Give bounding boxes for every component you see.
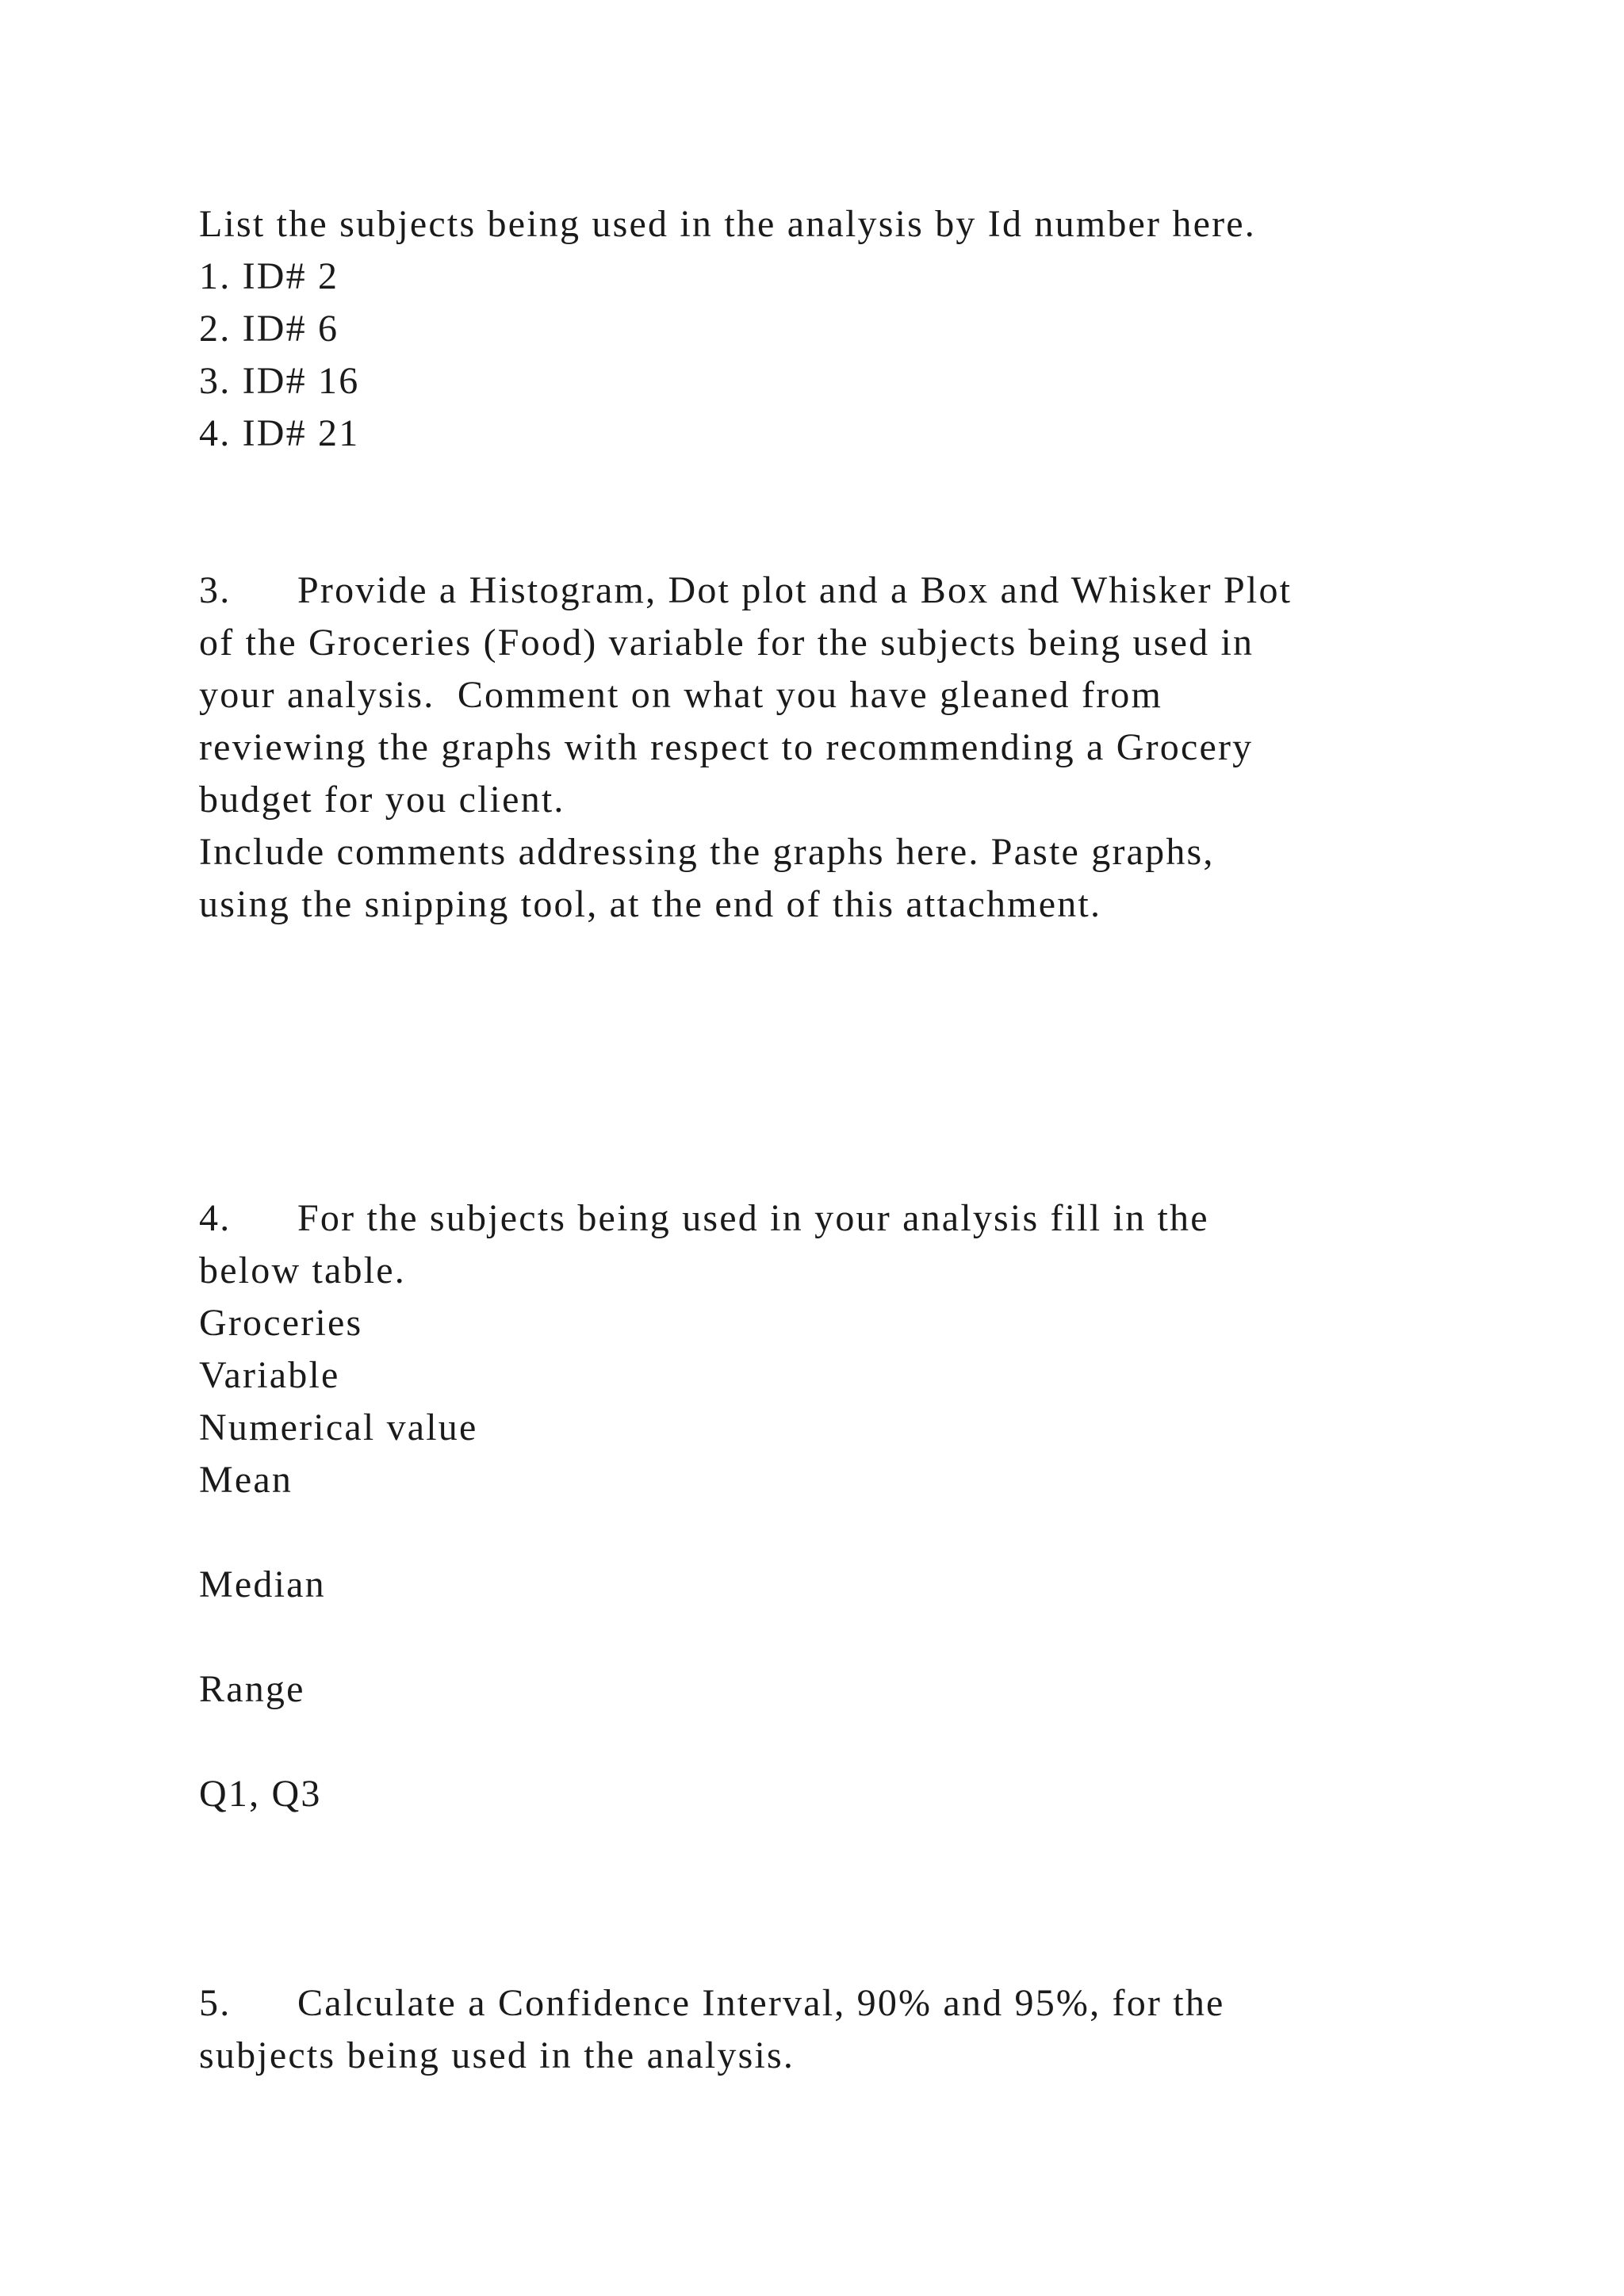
question-3-text: your analysis. Comment on what you have gleaned from [199,674,1163,716]
question-3-text: of the Groceries (Food) variable for the subjects being used in [199,622,1254,664]
question-3-instruction: Include comments addressing the graphs here. Paste graphs, [199,831,1215,873]
table-header-groceries: Groceries [199,1302,363,1344]
question-5-line-1 [199,1977,1225,2030]
table-row-label: Q1, Q3 [199,1773,322,1815]
question-4-text: below table. [199,1249,406,1292]
table-header-numerical-value: Numerical value [199,1406,478,1448]
subject-item: 2. ID# 6 [199,308,339,350]
question-3-number: 3. [199,569,232,611]
question-3-line-1 [199,564,1292,617]
question-3-text: Provide a Histogram, Dot plot and a Box and Whisker Plot [297,569,1293,611]
table-header-variable: Variable [199,1354,340,1396]
table-row-label: Mean [199,1459,293,1501]
question-3-text: reviewing the graphs with respect to recommending a Grocery [199,726,1254,768]
subject-item: 1. ID# 2 [199,255,339,297]
question-5-text: Calculate a Confidence Interval, 90% and 95%, for the [297,1982,1225,2024]
intro-text: List the subjects being used in the analysis by Id number here. [199,203,1256,245]
table-row-label: Median [199,1563,326,1605]
table-row-label: Range [199,1668,305,1710]
question-3-instruction: using the snipping tool, at the end of this attachment. [199,883,1102,925]
question-4-text: For the subjects being used in your analysis fill in the [297,1197,1209,1239]
question-5-number: 5. [199,1982,232,2024]
question-5-text: subjects being used in the analysis. [199,2034,795,2076]
question-4-line-1 [199,1192,1209,1245]
question-4-number: 4. [199,1197,232,1239]
question-3-text: budget for you client. [199,779,565,821]
subject-item: 4. ID# 21 [199,412,360,454]
subject-item: 3. ID# 16 [199,360,360,402]
